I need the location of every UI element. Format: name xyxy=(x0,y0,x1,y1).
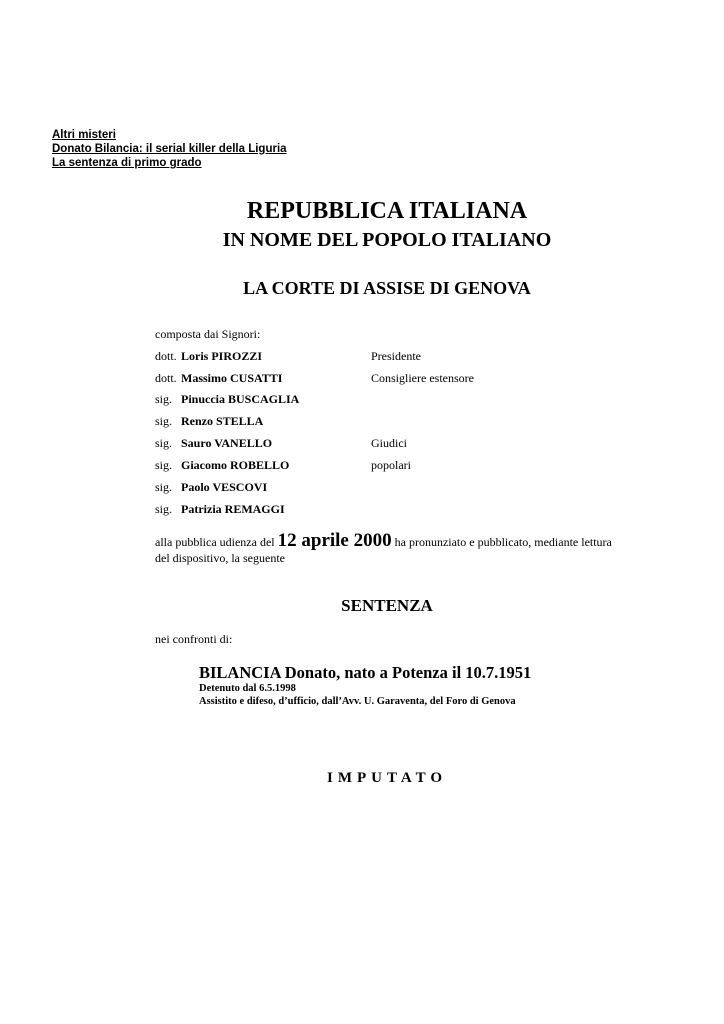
hearing-text-after: ha pronunziato e pubblicato, mediante lettura del dispositivo, la seguente xyxy=(155,535,612,565)
member-title: sig. xyxy=(155,480,173,494)
breadcrumb-link-altri-misteri[interactable]: Altri misteri xyxy=(52,129,116,141)
member-name: Sauro VANELLO xyxy=(181,436,273,450)
member-title: sig. xyxy=(155,436,173,450)
member-name: Loris PIROZZI xyxy=(181,349,263,363)
hearing-date: 12 aprile 2000 xyxy=(277,530,392,551)
breadcrumb xyxy=(52,128,287,170)
member-row xyxy=(155,349,575,365)
hearing-paragraph xyxy=(155,530,625,566)
defendant-name: BILANCIA Donato, nato a Potenza il 10.7.1951 xyxy=(199,663,532,682)
member-title: sig. xyxy=(155,392,173,406)
member-role: popolari xyxy=(371,458,411,472)
sentence-against: nei confronti di: xyxy=(155,632,233,646)
detention-note: Detenuto dal 6.5.1998 xyxy=(199,683,296,694)
defendant-label: IMPUTATO xyxy=(326,770,447,786)
breadcrumb-link-sentenza[interactable]: La sentenza di primo grado xyxy=(52,157,202,169)
member-row xyxy=(155,392,575,408)
member-name: Pinuccia BUSCAGLIA xyxy=(181,392,300,406)
member-row xyxy=(155,436,575,452)
court-name: LA CORTE DI ASSISE DI GENOVA xyxy=(243,278,531,298)
member-title: sig. xyxy=(155,502,173,516)
breadcrumb-link-donato-bilancia[interactable]: Donato Bilancia: il serial killer della Liguria xyxy=(52,143,287,155)
member-role: Consigliere estensore xyxy=(371,371,474,385)
member-title: dott. xyxy=(155,371,177,385)
member-row xyxy=(155,414,575,430)
member-row xyxy=(155,480,575,496)
member-name: Patrizia REMAGGI xyxy=(181,502,285,516)
member-title: sig. xyxy=(155,458,173,472)
member-name: Paolo VESCOVI xyxy=(181,480,268,494)
member-row xyxy=(155,502,575,518)
member-name: Renzo STELLA xyxy=(181,414,264,428)
document-subtitle: IN NOME DEL POPOLO ITALIANO xyxy=(222,229,552,251)
member-name: Massimo CUSATTI xyxy=(181,371,283,385)
sentence-title: SENTENZA xyxy=(341,596,433,615)
counsel-note: Assistito e difeso, d’ufficio, dall’Avv. U. Garaventa, del Foro di Genova xyxy=(199,696,516,707)
member-role: Giudici xyxy=(371,436,407,450)
member-title: sig. xyxy=(155,414,173,428)
member-row xyxy=(155,371,575,387)
member-role: Presidente xyxy=(371,349,421,363)
member-row xyxy=(155,458,575,474)
composition-intro: composta dai Signori: xyxy=(155,327,261,341)
hearing-text-before: alla pubblica udienza del xyxy=(155,535,275,549)
member-title: dott. xyxy=(155,349,177,363)
document-title: REPUBBLICA ITALIANA xyxy=(246,198,528,224)
member-name: Giacomo ROBELLO xyxy=(181,458,290,472)
